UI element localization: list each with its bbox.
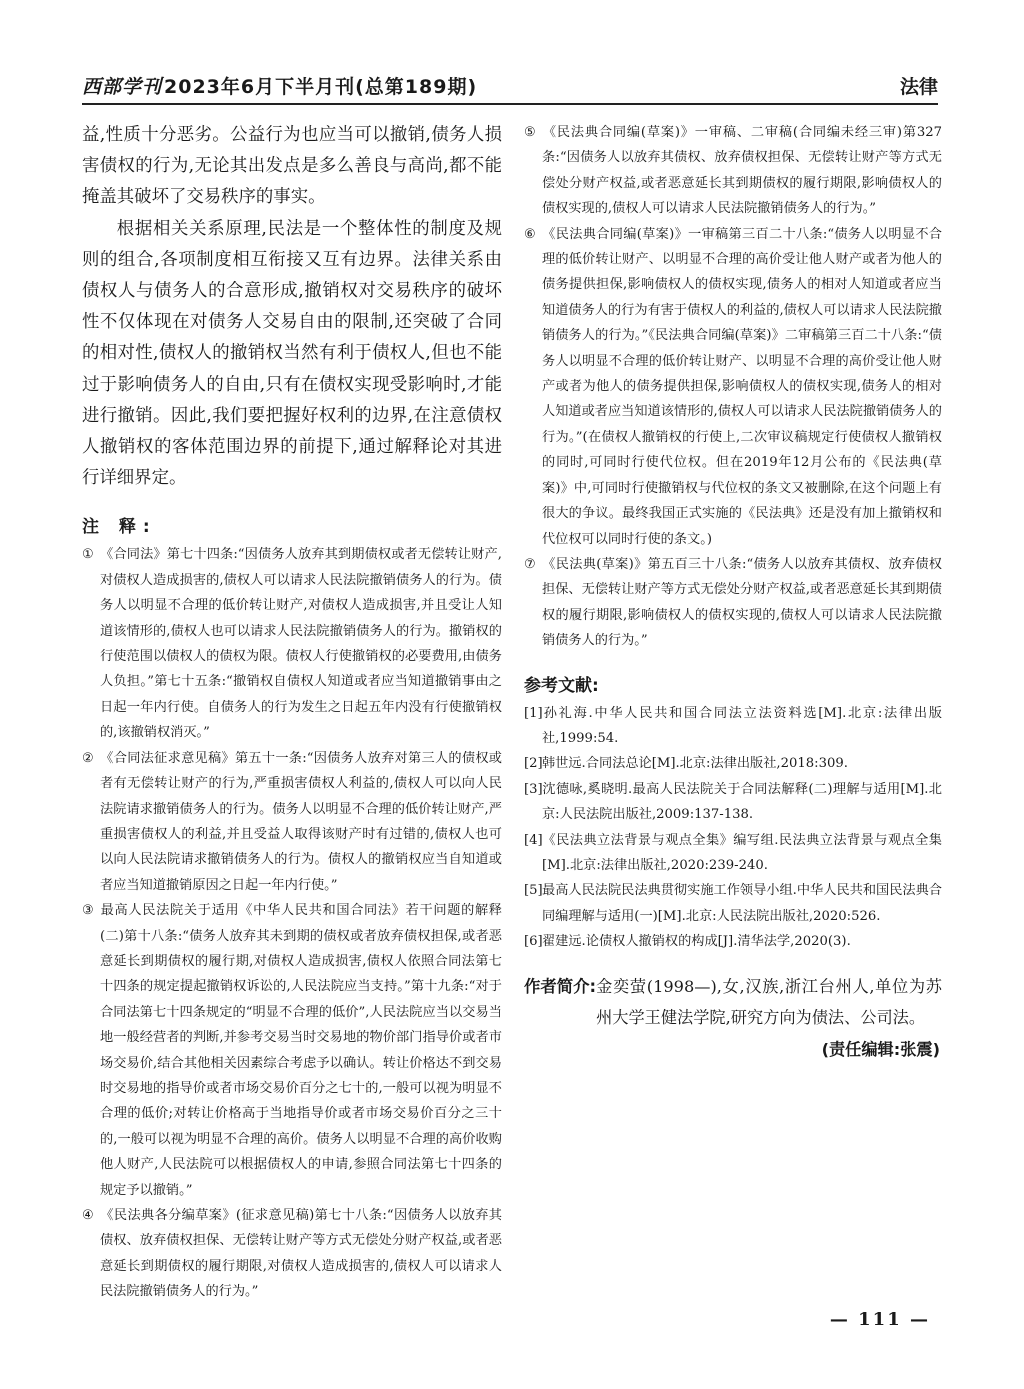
note-item	[524, 552, 942, 654]
note-text: 《合同法》第七十四条:“因债务人放弃其到期债权或者无偿转让财产,对债权人造成损害的,债权人可以请求人民法院撤销债务人的行为。债务人以明显不合理的低价转让财产,对债权人造成损害,并且受让人知道该情形的,债权人也可以请求人民法院撤销债务人的行为。撤销权的行使范围以债权人的债权为限。债权人行使撤销权的必要费用,由债务人负担。”第七十五条:“撤销权自债权人知道或者应当知道撤销事由之日起一年内行使。自债务人的行为发生之日起五年内没有行使撤销权的,该撤销权消灭。”	[100, 547, 502, 741]
author-bio-text: 金奕萤(1998—),女,汉族,浙江台州人,单位为苏州大学王健法学院,研究方向为债法、公司法。	[596, 976, 942, 1027]
reference-number: [6]	[524, 934, 543, 950]
note-item	[524, 222, 942, 552]
reference-item	[524, 929, 942, 954]
reference-text: 最高人民法院民法典贯彻实施工作领导小组.中华人民共和国民法典合同编理解与适用(一)[M].北京:人民法院出版社,2020:526.	[542, 883, 942, 924]
note-text: 《民法典(草案)》第五百三十八条:“债务人以放弃其债权、放弃债权担保、无偿转让财产等方式无偿处分财产权益,或者恶意延长其到期债权的履行期限,影响债权人的债权实现的,债权人可以请求人民法院撤销债务人的行为。”	[542, 556, 942, 649]
reference-item	[524, 828, 942, 879]
left-column	[82, 120, 502, 1305]
reference-item	[524, 751, 942, 776]
note-text: 《民法典各分编草案》(征求意见稿)第七十八条:“因债务人以放弃其债权、放弃债权担保、无偿转让财产等方式无偿处分财产权益,或者恶意延长到期债权的履行期限,对债权人造成损害的,债权人可以请求人民法院撤销债务人的行为。”	[100, 1208, 502, 1300]
note-number: ③	[82, 903, 94, 919]
note-item	[82, 898, 502, 1203]
notes-heading: 注 释:	[82, 517, 157, 538]
reference-text: 孙礼海.中华人民共和国合同法立法资料选[M].北京:法律出版社,1999:54.	[542, 705, 942, 746]
reference-number: [4]	[524, 832, 543, 848]
note-text: 《民法典合同编(草案)》一审稿第三百二十八条:“债务人以明显不合理的低价转让财产、以明显不合理的高价受让他人财产或者为他人的债务提供担保,影响债权人的债权实现,债务人的相对人知道或者应当知道债务人的行为有害于债权人的利益的,债权人可以请求人民法院撤销债务人的行为。”《民法典合同编(草案)》二审稿第三百二十八条:“债务人以明显不合理的低价转让财产、以明显不合理的高价受让他人财产或者为他人的债务提供担保,影响债权人的债权实现,债务人的相对人知道或者应当知道该情形的,债权人可以请求人民法院撤销债务人的行为。”(在债权人撤销权的行使上,二次审议稿规定行使债权人撤销权的同时,可同时行使代位权。但在2019年12月公布的《民法典(草案)》中,可同时行使撤销权与代位权的条文又被删除,在这个问题上有很大的争议。最终我国正式实施的《民法典》还是没有加上撤销权和代位权可以同时行使的条文。)	[542, 226, 942, 547]
reference-item	[524, 777, 942, 828]
note-text: 最高人民法院关于适用《中华人民共和国合同法》若干问题的解释(二)第十八条:“债务人放弃其未到期的债权或者放弃债权担保,或者恶意延长到期债权的履行期,对债权人造成损害,债权人依照合同法第七十四条的规定提起撤销权诉讼的,人民法院应当支持。”第十九条:“对于合同法第七十四条规定的“明显不合理的低价”,人民法院应当以交易当地一般经营者的判断,并参考交易当时交易地的物价部门指导价或者市场交易价,结合其他相关因素综合考虑予以确认。转让价格达不到交易时交易地的指导价或者市场交易价百分之七十的,一般可以视为明显不合理的低价;对转让价格高于当地指导价或者市场交易价百分之三十的,一般可以视为明显不合理的高价。债务人以明显不合理的高价收购他人财产,人民法院可以根据债权人的申请,参照合同法第七十四条的规定予以撤销。”	[100, 903, 502, 1198]
note-text: 《合同法征求意见稿》第五十一条:“因债务人放弃对第三人的债权或者有无偿转让财产的行为,严重损害债权人利益的,债权人可以向人民法院请求撤销债务人的行为。债务人以明显不合理的低价转让财产,严重损害债权人的利益,并且受益人取得该财产时有过错的,债权人也可以向人民法院请求撤销债务人的行为。债权人的撤销权应当自知道或者应当知道撤销原因之日起一年内行使。”	[100, 750, 502, 893]
note-number: ⑦	[524, 556, 536, 572]
reference-item	[524, 878, 942, 929]
references-heading: 参考文献:	[524, 675, 599, 696]
note-number: ④	[82, 1208, 94, 1223]
note-number: ⑥	[524, 226, 536, 242]
reference-number: [1]	[524, 705, 543, 721]
reference-number: [3]	[524, 781, 543, 797]
journal-issue: 2023年6月下半月刊(总第189期)	[164, 76, 478, 98]
reference-text: 沈德咏,奚晓明.最高人民法院关于合同法解释(二)理解与适用[M].北京:人民法院出版社,2009:137-138.	[542, 781, 942, 823]
journal-logo: 西部学刊	[82, 76, 163, 98]
reference-text: 翟建远.论债权人撤销权的构成[J].清华法学,2020(3).	[542, 934, 851, 950]
reference-text: 《民法典立法背景与观点全集》编写组.民法典立法背景与观点全集[M].北京:法律出版社,2020:239-240.	[542, 832, 942, 873]
note-number: ⑤	[524, 125, 536, 140]
running-header	[82, 72, 938, 100]
note-text: 《民法典合同编(草案)》一审稿、二审稿(合同编未经三审)第327条:“因债务人以放弃其债权、放弃债权担保、无偿转让财产等方式无偿处分财产权益,或者恶意延长其到期债权的履行期限,影响债权人的债权实现的,债权人可以请求人民法院撤销债务人的行为。”	[542, 125, 942, 217]
note-number: ①	[82, 547, 94, 563]
header-rule	[82, 103, 938, 105]
body-paragraph: 益,性质十分恶劣。公益行为也应当可以撤销,债务人损害债权的行为,无论其出发点是多么善良与高尚,都不能掩盖其破坏了交易秩序的事实。	[82, 125, 502, 208]
right-column	[524, 120, 942, 1065]
reference-number: [5]	[524, 883, 543, 899]
body-paragraph: 根据相关关系原理,民法是一个整体性的制度及规则的组合,各项制度相互衔接又互有边界。法律关系由债权人与债务人的合意形成,撤销权对交易秩序的破坏性不仅体现在对债务人交易自由的限制,还突破了合同的相对性,债权人的撤销权当然有利于债权人,但也不能过于影响债务人的自由,只有在债权实现受影响时,才能进行撤销。因此,我们要把握好权利的边界,在注意债权人撤销权的客体范围边界的前提下,通过解释论对其进行详细界定。	[82, 218, 502, 489]
note-number: ②	[82, 750, 94, 766]
journal-title	[82, 72, 477, 99]
page-number: — 111 —	[829, 1309, 930, 1330]
note-item	[524, 120, 942, 222]
author-bio-label: 作者简介:	[524, 976, 597, 996]
reference-number: [2]	[524, 756, 543, 772]
note-item	[82, 1203, 502, 1305]
author-bio	[524, 971, 942, 1033]
note-item	[82, 542, 502, 745]
note-item	[82, 746, 502, 898]
reference-text: 韩世远.合同法总论[M].北京:法律出版社,2018:309.	[542, 756, 848, 772]
reference-item	[524, 701, 942, 752]
responsible-editor: (责任编辑:张震)	[821, 1039, 940, 1059]
section-label: 法律	[899, 76, 938, 98]
